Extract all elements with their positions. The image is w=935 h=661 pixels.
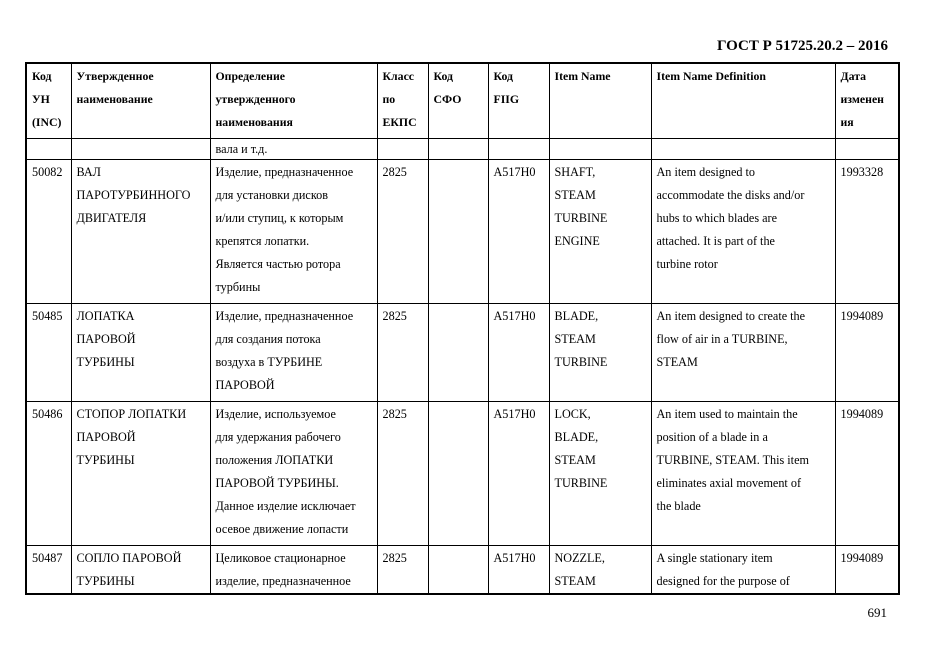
cell-sfo bbox=[428, 304, 488, 402]
header-inc: Код УН (INC) bbox=[26, 63, 71, 139]
cell-inc: 50486 bbox=[26, 402, 71, 546]
cell-date: 1993328 bbox=[835, 160, 899, 304]
cell-date: 1994089 bbox=[835, 402, 899, 546]
cell-name: СОПЛО ПАРОВОЙ ТУРБИНЫ bbox=[71, 546, 210, 595]
table-row bbox=[26, 402, 899, 546]
cell-name: ЛОПАТКА ПАРОВОЙ ТУРБИНЫ bbox=[71, 304, 210, 402]
header-sfo-code: Код СФО bbox=[428, 63, 488, 139]
cell-sfo bbox=[428, 546, 488, 595]
cell-item-name: NOZZLE, STEAM bbox=[549, 546, 651, 595]
table-row bbox=[26, 304, 899, 402]
cell-definition: Целиковое стационарное изделие, предназначенное bbox=[210, 546, 377, 595]
cell-date: 1994089 bbox=[835, 546, 899, 595]
cell-inc: 50487 bbox=[26, 546, 71, 595]
cell-definition: Изделие, используемое для удержания рабочего положения ЛОПАТКИ ПАРОВОЙ ТУРБИНЫ. Данное изделие исключает осевое движение лопасти bbox=[210, 402, 377, 546]
cell-sfo bbox=[428, 139, 488, 160]
header-item-name: Item Name bbox=[549, 63, 651, 139]
cell-date: 1994089 bbox=[835, 304, 899, 402]
table-header-row bbox=[26, 63, 899, 139]
cell-definition: вала и т.д. bbox=[210, 139, 377, 160]
nomenclature-table bbox=[25, 62, 900, 595]
cell-fiig: A517H0 bbox=[488, 546, 549, 595]
cell-ekps: 2825 bbox=[377, 160, 428, 304]
header-fiig-code: Код FIIG bbox=[488, 63, 549, 139]
cell-ekps: 2825 bbox=[377, 304, 428, 402]
cell-ekps: 2825 bbox=[377, 546, 428, 595]
document-header: ГОСТ Р 51725.20.2 – 2016 bbox=[716, 38, 888, 54]
cell-item-definition: An item designed to accommodate the disks and/or hubs to which blades are attached. It is part of the turbine rotor bbox=[651, 160, 835, 304]
cell-definition: Изделие, предназначенное для создания потока воздуха в ТУРБИНЕ ПАРОВОЙ bbox=[210, 304, 377, 402]
header-name-definition-ru: Определение утвержденного наименования bbox=[210, 63, 377, 139]
table-row-continuation bbox=[26, 139, 899, 160]
cell-item-name: SHAFT, STEAM TURBINE ENGINE bbox=[549, 160, 651, 304]
cell-sfo bbox=[428, 402, 488, 546]
cell-fiig: A517H0 bbox=[488, 304, 549, 402]
cell-item-definition: An item designed to create the flow of air in a TURBINE, STEAM bbox=[651, 304, 835, 402]
cell-definition: Изделие, предназначенное для установки дисков и/или ступиц, к которым крепятся лопатки. Является частью ротора турбины bbox=[210, 160, 377, 304]
header-item-name-definition: Item Name Definition bbox=[651, 63, 835, 139]
cell-inc bbox=[26, 139, 71, 160]
cell-item-definition: An item used to maintain the position of a blade in a TURBINE, STEAM. This item eliminates axial movement of the blade bbox=[651, 402, 835, 546]
cell-ekps bbox=[377, 139, 428, 160]
cell-inc: 50082 bbox=[26, 160, 71, 304]
cell-fiig: A517H0 bbox=[488, 402, 549, 546]
table-row bbox=[26, 546, 899, 595]
cell-date bbox=[835, 139, 899, 160]
header-change-date: Дата изменен ия bbox=[835, 63, 899, 139]
cell-item-name: LOCK, BLADE, STEAM TURBINE bbox=[549, 402, 651, 546]
table-row bbox=[26, 160, 899, 304]
cell-fiig bbox=[488, 139, 549, 160]
cell-ekps: 2825 bbox=[377, 402, 428, 546]
cell-item-definition bbox=[651, 139, 835, 160]
cell-name: СТОПОР ЛОПАТКИ ПАРОВОЙ ТУРБИНЫ bbox=[71, 402, 210, 546]
header-ekps-class: Класс по ЕКПС bbox=[377, 63, 428, 139]
cell-name bbox=[71, 139, 210, 160]
cell-item-name: BLADE, STEAM TURBINE bbox=[549, 304, 651, 402]
cell-name: ВАЛ ПАРОТУРБИННОГО ДВИГАТЕЛЯ bbox=[71, 160, 210, 304]
header-approved-name: Утвержденное наименование bbox=[71, 63, 210, 139]
cell-inc: 50485 bbox=[26, 304, 71, 402]
cell-item-definition: A single stationary item designed for the purpose of bbox=[651, 546, 835, 595]
cell-sfo bbox=[428, 160, 488, 304]
cell-fiig: A517H0 bbox=[488, 160, 549, 304]
cell-item-name bbox=[549, 139, 651, 160]
page-number: 691 bbox=[867, 605, 887, 620]
